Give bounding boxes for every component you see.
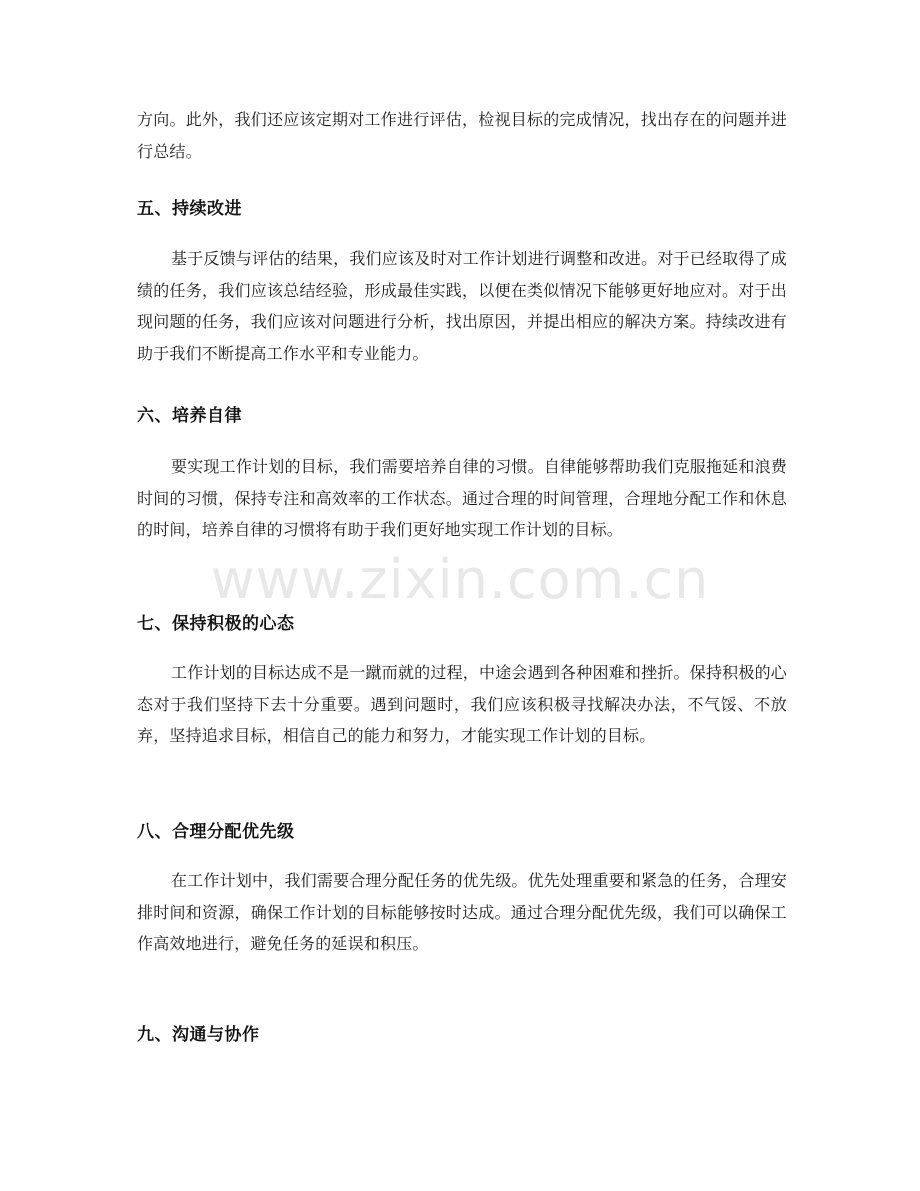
- section-heading-5: 五、持续改进: [137, 199, 242, 219]
- section-heading-6: 六、培养自律: [137, 406, 242, 426]
- section-paragraph-6: 要实现工作计划的目标，我们需要培养自律的习惯。自律能够帮助我们克服拖延和浪费时间的习惯，保持专注和高效率的工作状态。通过合理的时间管理，合理地分配工作和休息的时间，培养自律的习惯将有助于我们更好地实现工作计划的目标。: [137, 457, 787, 539]
- intro-paragraph: 方向。此外，我们还应该定期对工作进行评估，检视目标的完成情况，找出存在的问题并进行总结。: [137, 110, 787, 161]
- section-heading-7: 七、保持积极的心态: [137, 614, 295, 634]
- section-paragraph-7: 工作计划的目标达成不是一蹴而就的过程，中途会遇到各种困难和挫折。保持积极的心态对于我们坚持下去十分重要。遇到问题时，我们应该积极寻找解决办法，不气馁、不放弃，坚持追求目标，相信自己的能力和努力，才能实现工作计划的目标。: [137, 663, 787, 745]
- section-paragraph-8: 在工作计划中，我们需要合理分配任务的优先级。优先处理重要和紧急的任务，合理安排时间和资源，确保工作计划的目标能够按时达成。通过合理分配优先级，我们可以确保工作高效地进行，避免任务的延误和积压。: [137, 871, 787, 953]
- watermark: www.zixin.com.cn: [210, 548, 710, 611]
- section-heading-8: 八、合理分配优先级: [137, 822, 295, 842]
- section-heading-9: 九、沟通与协作: [137, 1025, 260, 1045]
- section-paragraph-5: 基于反馈与评估的结果，我们应该及时对工作计划进行调整和改进。对于已经取得了成绩的任务，我们应该总结经验，形成最佳实践，以便在类似情况下能够更好地应对。对于出现问题的任务，我们应该对问题进行分析，找出原因，并提出相应的解决方案。持续改进有助于我们不断提高工作水平和专业能力。: [137, 249, 787, 363]
